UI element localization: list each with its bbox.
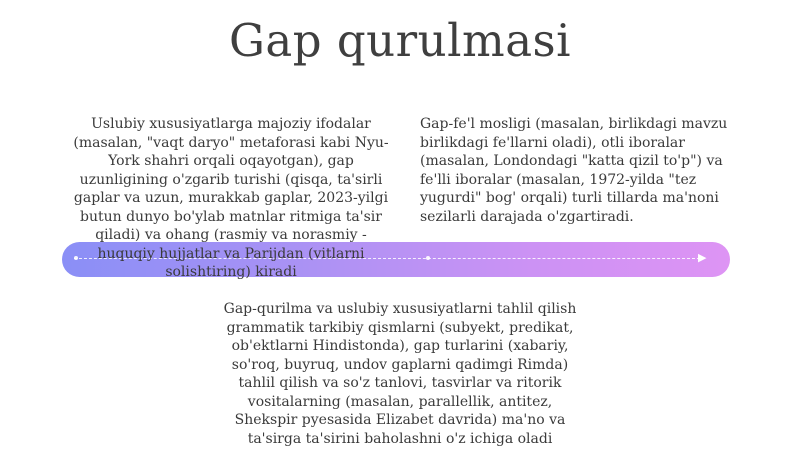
paragraph-agreement: Gap-fe'l mosligi (masalan, birlikdagi mavzu birlikdagi fe'llarni oladi), otli iboralar (masalan, Londondagi "katta qizil to'p") va fe'lli iboralar (masalan, 1972-yilda "tez yugurdi" bog' orqali) turli tillarda ma'noni sezilarli darajada o'zgartiradi.: [420, 116, 728, 225]
paragraph-analysis: Gap-qurilma va uslubiy xususiyatlarni tahlil qilish grammatik tarkibiy qismlarni (subyekt, predikat, ob'ektlarni Hindistonda), gap turlarini (xabariy, so'roq, buyruq, undov gaplarni qadimgi Rimda) tahlil qilish va so'z tanlovi, tasvirlar va ritorik vositalarning (masalan, parallellik, antitez, Shekspir pyesasida Elizabet davrida) ma'no va ta'sirga ta'sirini baholashni o'z ichiga oladi: [223, 301, 577, 447]
slide-title: Gap qurulmasi: [228, 14, 572, 67]
timeline-mid-dot: [426, 256, 430, 260]
arrow-right-icon: ▶: [698, 251, 707, 264]
paragraph-stylistic-features: Uslubiy xususiyatlarga majoziy ifodalar (masalan, "vaqt daryo" metaforasi kabi Nyu-York shahri orqali oqayotgan), gap uzunligining o'zgarib turishi (qisqa, ta'sirli gaplar va uzun, murakkab gaplar, 2023-yilgi butun dunyo bo'ylab matnlar ritmiga ta'sir qiladi) va ohang (rasmiy va norasmiy - huquqiy hujjatlar va Parijdan (vitlarni solishtiring) kiradi: [73, 116, 389, 280]
